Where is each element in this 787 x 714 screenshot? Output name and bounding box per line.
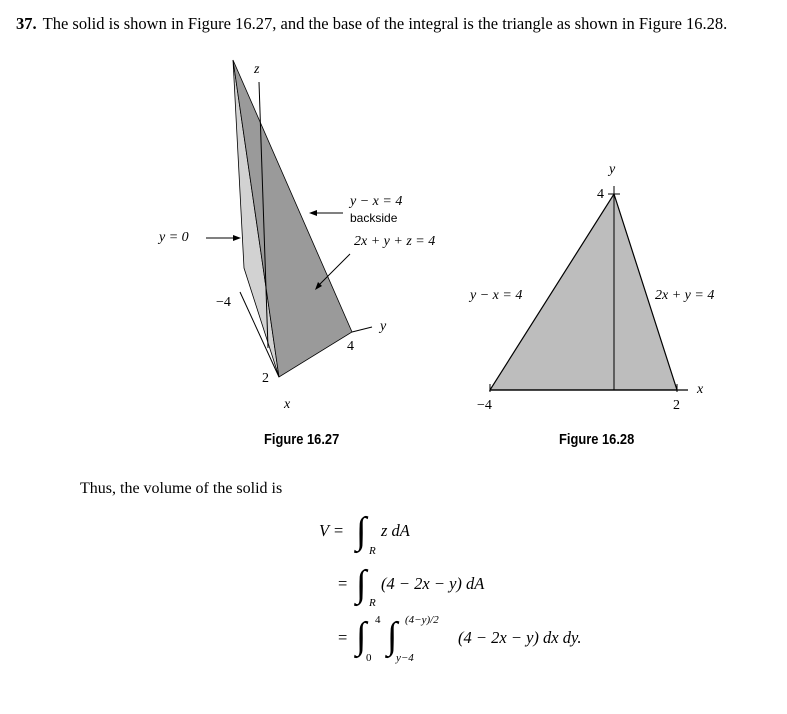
fig27-backside-note: backside [350, 211, 398, 225]
fig28-caption: Figure 16.28 [559, 431, 635, 448]
problem-number: 37. [16, 14, 37, 33]
y-axis-3d [352, 327, 372, 332]
eq1-integrand: z dA [381, 521, 410, 540]
fig27-back-plane-label: y − x = 4 [350, 194, 403, 209]
arrow-left-head [233, 235, 241, 241]
eq1-region-subscript: R [369, 545, 376, 557]
fig27-axis-z: z [254, 62, 260, 77]
eq2-integrand: (4 − 2x − y) dA [381, 574, 485, 593]
fig27-caption: Figure 16.27 [264, 431, 340, 448]
figure-16-27-graphic [206, 60, 372, 377]
eq2-region-subscript: R [369, 597, 376, 609]
fig28-left-edge-label: y − x = 4 [470, 288, 523, 303]
fig27-tick-2: 2 [262, 371, 269, 386]
eq3-outer-lower-limit: 0 [366, 652, 372, 664]
eq3-outer-integral-sign: ∫ [356, 615, 367, 657]
fig27-left-plane-label: y = 0 [159, 230, 189, 245]
fig27-top-plane-label: 2x + y + z = 4 [354, 234, 436, 249]
fig28-right-edge-label: 2x + y = 4 [655, 288, 715, 303]
eq3-inner-upper-limit: (4−y)/2 [405, 614, 439, 626]
eq3-inner-lower-limit: y−4 [396, 652, 414, 664]
eq3-equals: = [338, 628, 348, 647]
problem-text: The solid is shown in Figure 16.27, and the base of the integral is the triangle as shown in Figure 16.28. [42, 14, 728, 33]
fig27-axis-y: y [380, 319, 387, 334]
fig27-tick-4: 4 [347, 339, 354, 354]
eq3-outer-upper-limit: 4 [375, 614, 381, 626]
fig27-axis-x: x [284, 397, 291, 412]
eq1-integral-sign: ∫ [356, 510, 367, 552]
eq2-equals: = [338, 574, 348, 593]
fig27-tick-neg4: −4 [216, 295, 231, 310]
thus-sentence: Thus, the volume of the solid is [80, 480, 283, 497]
eq2-integral-sign: ∫ [356, 563, 367, 605]
fig28-axis-x: x [697, 382, 704, 397]
fig28-tick-y4: 4 [597, 187, 604, 202]
fig28-tick-xneg4: −4 [477, 398, 492, 413]
arrow-back-head [309, 210, 317, 216]
eq3-integrand: (4 − 2x − y) dx dy. [458, 628, 582, 647]
eq1-lhs: V = [319, 521, 345, 540]
fig28-tick-x2: 2 [673, 398, 680, 413]
eq3-inner-integral-sign: ∫ [387, 615, 398, 657]
fig28-axis-y: y [609, 162, 616, 177]
